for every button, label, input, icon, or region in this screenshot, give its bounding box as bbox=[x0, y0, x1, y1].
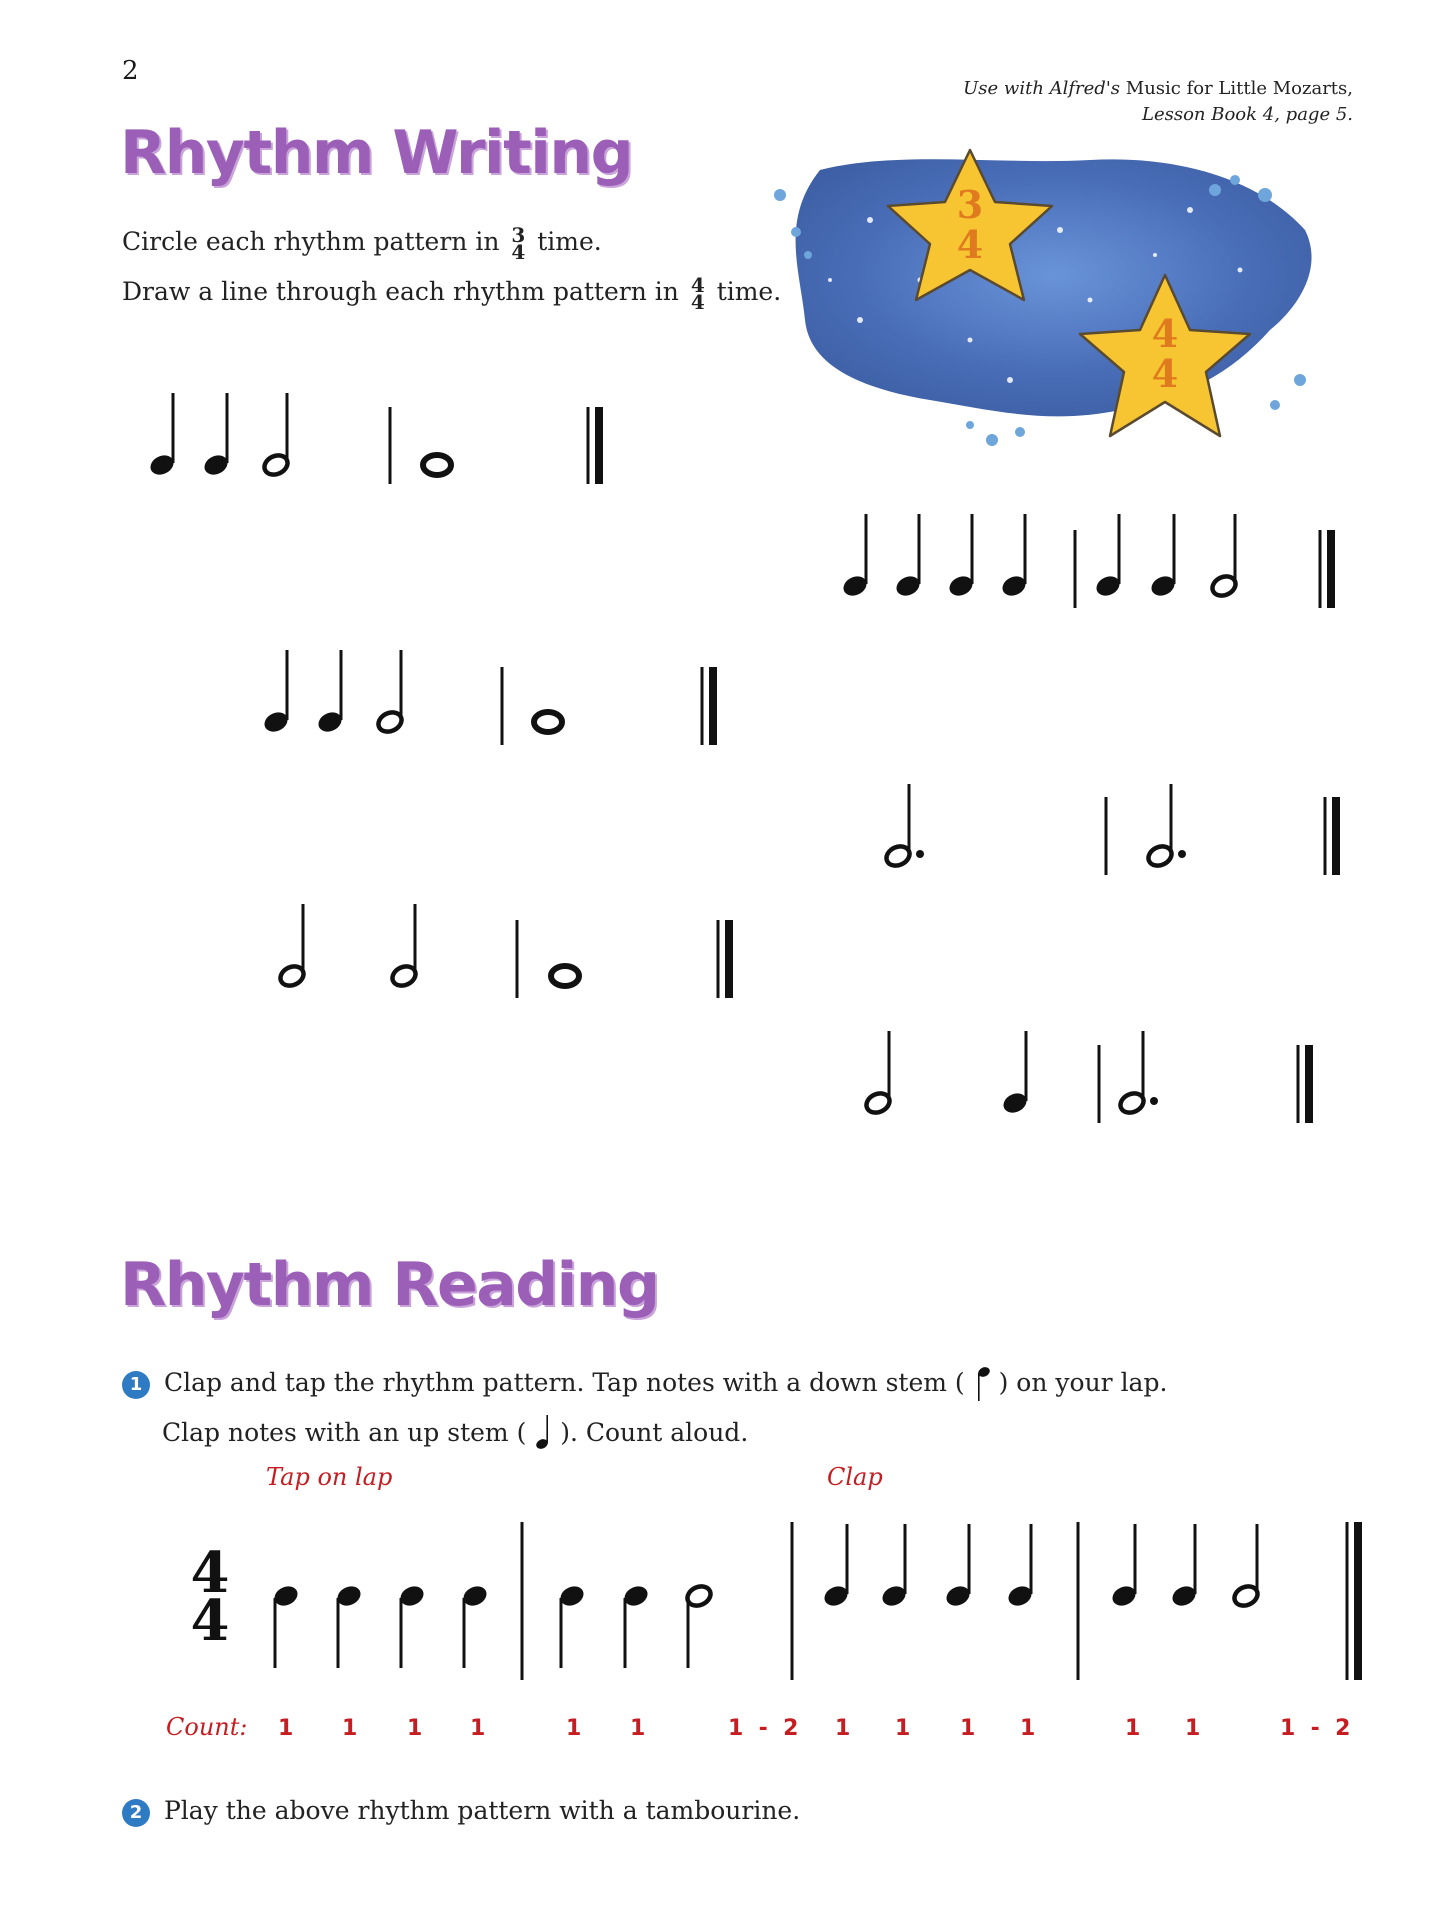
quarter-note bbox=[1093, 514, 1122, 599]
whole-note bbox=[423, 455, 451, 475]
quarter-note bbox=[460, 1583, 489, 1668]
instruction-circle-text: Circle each rhythm pattern in bbox=[122, 227, 500, 256]
count-label: Count: bbox=[166, 1713, 248, 1741]
count-10: 1 bbox=[960, 1716, 976, 1741]
quarter-note bbox=[397, 1583, 426, 1668]
use-with-line1: Use with Alfred's bbox=[963, 78, 1121, 99]
quarter-note bbox=[621, 1583, 650, 1668]
star-4-4-top: 4 bbox=[1151, 311, 1179, 356]
final-bar-thick bbox=[595, 407, 603, 484]
step1-badge: 1 bbox=[122, 1371, 150, 1399]
half-note bbox=[684, 1583, 713, 1668]
quarter-note bbox=[1169, 1524, 1198, 1609]
time-signature-top: 4 bbox=[190, 1540, 230, 1606]
half-note bbox=[261, 393, 290, 478]
count-6: 1 bbox=[630, 1716, 646, 1741]
count-2: 1 bbox=[342, 1716, 358, 1741]
rhythm-writing-title: Rhythm Writing bbox=[120, 118, 633, 188]
quarter-note bbox=[261, 650, 290, 735]
star-3-4-top: 3 bbox=[956, 182, 984, 227]
dotted-half-note bbox=[1117, 1031, 1158, 1116]
final-bar-thick bbox=[1354, 1522, 1362, 1680]
whole-note bbox=[534, 712, 562, 732]
rhythm-reading-title: Rhythm Reading bbox=[120, 1250, 659, 1320]
quarter-note bbox=[1005, 1524, 1034, 1609]
step2-text: Play the above rhythm pattern with a tambourine. bbox=[163, 1796, 801, 1825]
half-note bbox=[1209, 514, 1238, 599]
step1-text-c: Clap notes with an up stem ( bbox=[162, 1418, 527, 1447]
dotted-half-note bbox=[883, 784, 924, 869]
count-4: 1 bbox=[470, 1716, 486, 1741]
ts44-top: 4 bbox=[690, 272, 705, 297]
quarter-note bbox=[946, 514, 975, 599]
star-3-4-bottom: 4 bbox=[956, 222, 984, 267]
instruction-circle-end: time. bbox=[537, 227, 602, 256]
quarter-note bbox=[840, 514, 869, 599]
final-bar-thick bbox=[709, 667, 717, 745]
quarter-note bbox=[943, 1524, 972, 1609]
time-signature-bottom: 4 bbox=[190, 1588, 230, 1654]
half-note bbox=[389, 904, 418, 989]
instruction-line-text: Draw a line through each rhythm pattern in bbox=[122, 277, 679, 306]
whole-note bbox=[551, 966, 579, 986]
count-13: 1 bbox=[1185, 1716, 1201, 1741]
half-note bbox=[1231, 1524, 1260, 1609]
count-14: 1 - 2 bbox=[1280, 1716, 1351, 1741]
quarter-note bbox=[999, 514, 1028, 599]
step2-badge: 2 bbox=[122, 1799, 150, 1827]
count-12: 1 bbox=[1125, 1716, 1141, 1741]
quarter-note bbox=[1109, 1524, 1138, 1609]
count-11: 1 bbox=[1020, 1716, 1036, 1741]
step1-text-a: Clap and tap the rhythm pattern. Tap notes with a down stem ( bbox=[163, 1368, 965, 1397]
use-with-line2: Lesson Book 4, page 5. bbox=[1142, 104, 1353, 125]
step1-text-b: ) on your lap. bbox=[998, 1368, 1168, 1397]
ts34-top: 3 bbox=[511, 222, 526, 247]
final-bar-thick bbox=[1327, 530, 1335, 608]
clap-label: Clap bbox=[827, 1463, 883, 1491]
half-note bbox=[277, 904, 306, 989]
count-3: 1 bbox=[407, 1716, 423, 1741]
quarter-note bbox=[147, 393, 176, 478]
final-bar-thick bbox=[1332, 797, 1340, 875]
count-9: 1 bbox=[895, 1716, 911, 1741]
dotted-half-note bbox=[1145, 784, 1186, 869]
half-note bbox=[863, 1031, 892, 1116]
instruction-line-end: time. bbox=[716, 277, 782, 306]
page-number: 2 bbox=[122, 56, 139, 86]
star-4-4-bottom: 4 bbox=[1151, 351, 1179, 396]
ts44-bottom: 4 bbox=[690, 289, 705, 314]
quarter-note bbox=[557, 1583, 586, 1668]
count-1: 1 bbox=[278, 1716, 294, 1741]
ts34-bottom: 4 bbox=[511, 239, 526, 264]
final-bar-thick bbox=[725, 920, 733, 998]
quarter-note bbox=[879, 1524, 908, 1609]
use-with-line1-title: Music for Little Mozarts, bbox=[1125, 78, 1353, 99]
count-5: 1 bbox=[566, 1716, 582, 1741]
quarter-note bbox=[334, 1583, 363, 1668]
half-note bbox=[375, 650, 404, 735]
tap-on-lap-label: Tap on lap bbox=[266, 1463, 393, 1491]
count-7: 1 - 2 bbox=[728, 1716, 799, 1741]
quarter-note bbox=[893, 514, 922, 599]
quarter-note bbox=[821, 1524, 850, 1609]
quarter-note bbox=[1000, 1031, 1029, 1116]
step1-text-d: ). Count aloud. bbox=[560, 1418, 749, 1447]
quarter-note bbox=[271, 1583, 300, 1668]
count-8: 1 bbox=[835, 1716, 851, 1741]
quarter-note bbox=[315, 650, 344, 735]
quarter-note bbox=[201, 393, 230, 478]
quarter-note bbox=[1148, 514, 1177, 599]
final-bar-thick bbox=[1305, 1045, 1313, 1123]
